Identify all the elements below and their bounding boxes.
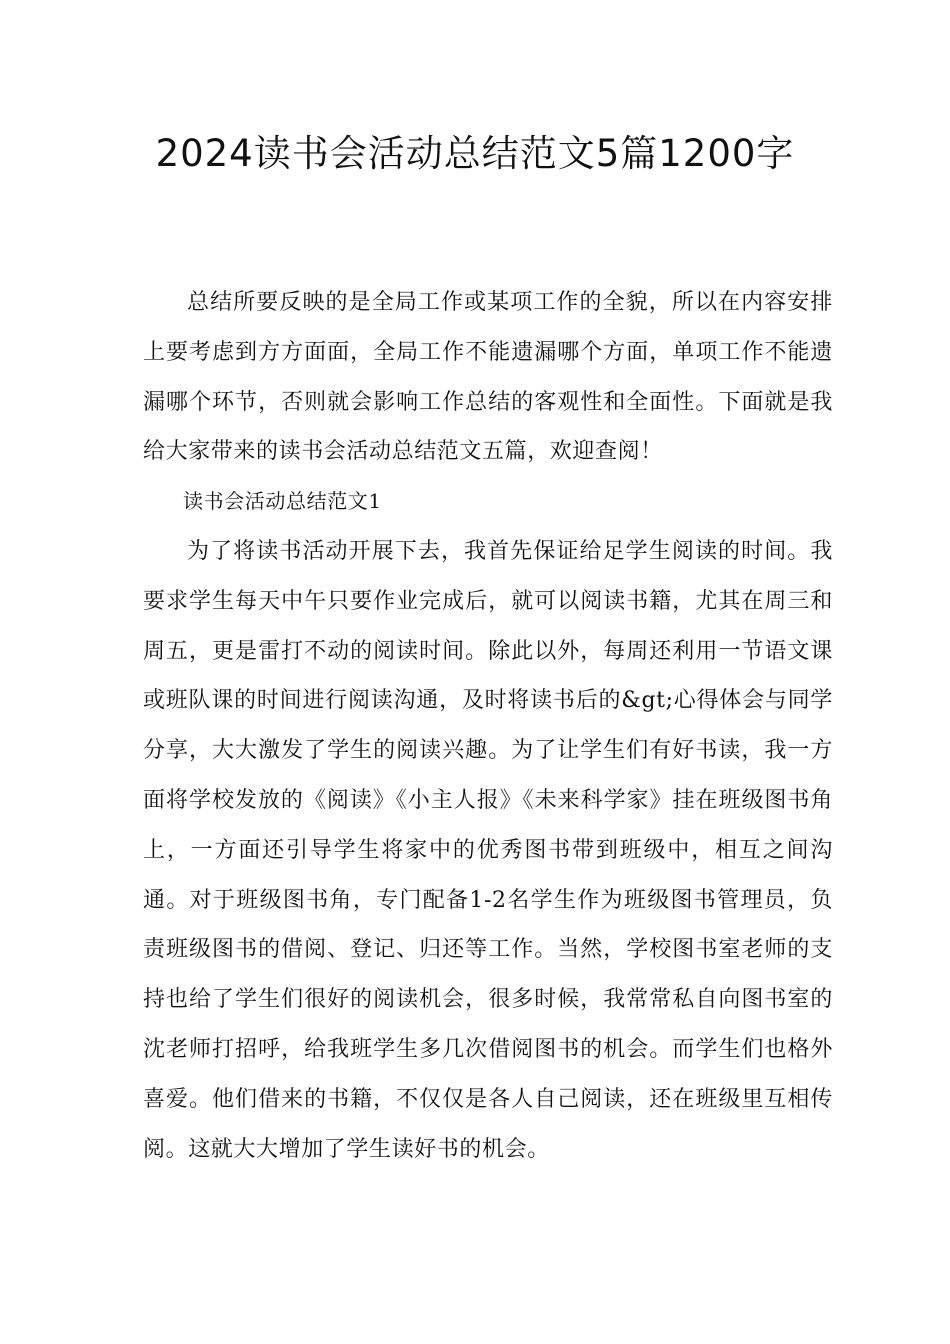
section-heading: 读书会活动总结范文1 — [183, 489, 382, 514]
intro-paragraph: 总结所要反映的是全局工作或某项工作的全貌，所以在内容安排上要考虑到方方面面，全局工作不能遗漏哪个方面，单项工作不能遗漏哪个环节，否则就会影响工作总结的客观性和全面性。下面就是我给大家带来的读书会活动总结范文五篇，欢迎查阅！ — [143, 290, 833, 465]
document-body — [143, 278, 833, 1174]
document-title: 2024读书会活动总结范文5篇1200字 — [155, 132, 795, 175]
section-paragraph: 为了将读书活动开展下去，我首先保证给足学生阅读的时间。我要求学生每天中午只要作业完成后，就可以阅读书籍，尤其在周三和周五，更是雷打不动的阅读时间。除此以外，每周还利用一节语文课或班队课的时间进行阅读沟通，及时将读书后的&gt;心得体会与同学分享，大大激发了学生的阅读兴趣。为了让学生们有好书读，我一方面将学校发放的《阅读》《小主人报》《未来科学家》挂在班级图书角上，一方面还引导学生将家中的优秀图书带到班级中，相互之间沟通。对于班级图书角，专门配备1-2名学生作为班级图书管理员，负责班级图书的借阅、登记、归还等工作。当然，学校图书室老师的支持也给了学生们很好的阅读机会，很多时候，我常常私自向图书室的沈老师打招呼，给我班学生多几次借阅图书的机会。而学生们也格外喜爱。他们借来的书籍，不仅仅是各人自己阅读，还在班级里互相传阅。这就大大增加了学生读好书的机会。 — [143, 538, 833, 1162]
